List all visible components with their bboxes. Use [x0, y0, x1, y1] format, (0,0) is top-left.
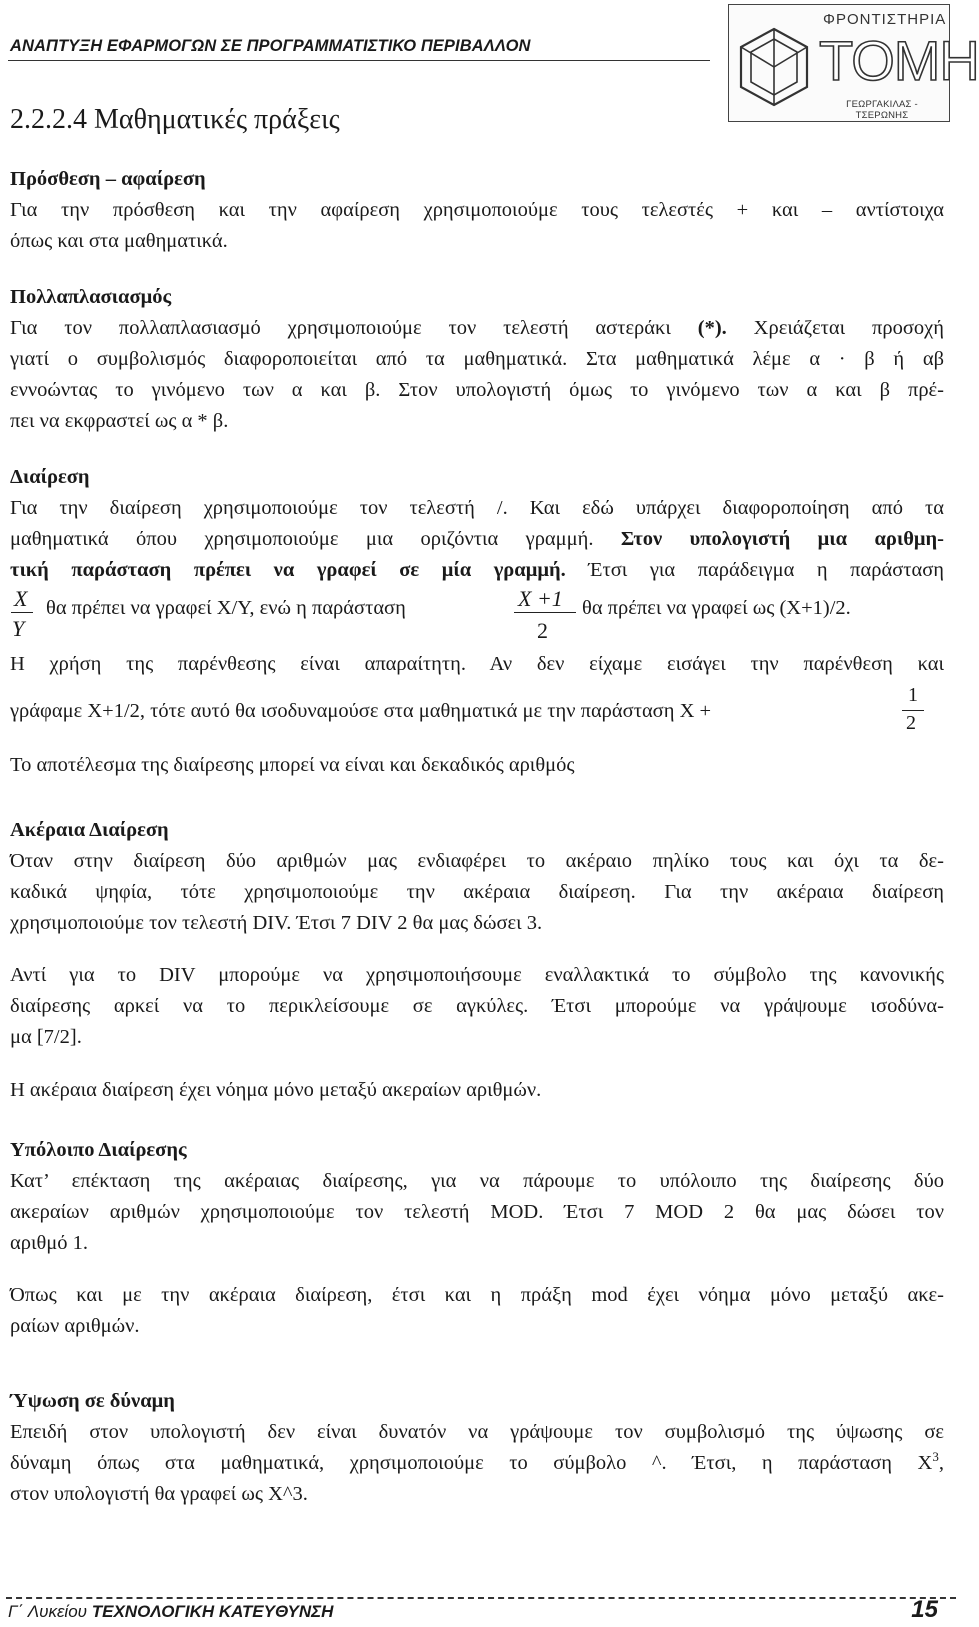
footer-track: ΤΕΧΝΟΛΟΓΙΚΗ ΚΑΤΕΥΘΥΝΣΗ — [91, 1602, 334, 1621]
logo-main-text: ΤΟΜΗ — [819, 29, 979, 92]
footer-rule — [6, 1597, 956, 1599]
logo-top-text: ΦΡΟΝΤΙΣΤΗΡΙΑ — [823, 11, 947, 28]
mod-p2-line-1: Όπως και με την ακέραια διαίρεση, έτσι και η πράξη mod έχει νόημα μόνο μεταξύ ακε- — [10, 1284, 944, 1306]
mod-section — [10, 1135, 944, 1259]
div-line-2b: Στον υπολογιστή μια αριθμη- — [620, 528, 944, 550]
frac2-bar — [514, 612, 576, 613]
div-line-6: γράφαμε X+1/2, τότε αυτό θα ισοδυναμούσε στα μαθηματικά με την παράσταση X + — [10, 700, 712, 722]
mult-line-1b: (*). — [697, 317, 727, 339]
div-line-2a: μαθηματικά όπου χρησιμοποιούμε μια οριζόντια γραμμή. — [10, 528, 621, 550]
mult-line-4: πει να εκφραστεί ως α * β. — [10, 410, 229, 432]
div-text-b: θα πρέπει να γραφεί ως (X+1)/2. — [582, 597, 851, 619]
intdiv-p1-line-2: καδικά ψηφία, τότε χρησιμοποιούμε την ακέραια διαίρεση. Για την ακέραια διαίρεση — [10, 881, 944, 903]
div-line-3a: τική παράσταση πρέπει να γραφεί σε μία γραμμή. — [10, 559, 566, 581]
pow-section — [10, 1386, 944, 1510]
pow-heading: Ύψωση σε δύναμη — [10, 1390, 175, 1412]
mult-line-1 — [10, 313, 944, 344]
intdiv-p1-line-1: Όταν στην διαίρεση δύο αριθμών μας ενδιαφέρει το ακέραιο πηλίκο τους και όχι τα δε- — [10, 850, 944, 872]
frac1-bar — [11, 612, 33, 613]
mod-p1-line-3: αριθμό 1. — [10, 1232, 89, 1254]
footer-class: Γ΄ Λυκείου — [8, 1602, 88, 1621]
add-sub-section — [10, 164, 944, 257]
intdiv-section — [10, 815, 944, 939]
mult-heading: Πολλαπλασιασμός — [10, 286, 172, 308]
div-line-3b: Έτσι για παράδειγμα η παράσταση — [565, 559, 944, 581]
pow-line-3: στον υπολογιστή θα γραφεί ως X^3. — [10, 1483, 308, 1505]
intdiv-p3 — [10, 1075, 944, 1106]
div-line-2 — [10, 524, 944, 555]
mod-heading: Υπόλοιπο Διαίρεσης — [10, 1139, 187, 1161]
frac3-numerator: 1 — [908, 684, 918, 706]
add-sub-heading: Πρόσθεση – αφαίρεση — [10, 168, 206, 190]
intdiv-p1-line-3: χρησιμοποιούμε τον τελεστή DIV. Έτσι 7 DIV 2 θα μας δώσει 3. — [10, 912, 543, 934]
mod-p1-line-2: ακεραίων αριθμών χρησιμοποιούμε τον τελεστή MOD. Έτσι 7 MOD 2 θα μας δώσει τον — [10, 1201, 944, 1223]
mod-p1-line-1: Κατ’ επέκταση της ακέραιας διαίρεσης, για να πάρουμε το υπόλοιπο της διαίρεσης δύο — [10, 1170, 944, 1192]
frac1-numerator: X — [14, 586, 28, 611]
mod-p2-line-2: ραίων αριθμών. — [10, 1315, 140, 1337]
intdiv-p2-line-1: Αντί για το DIV μπορούμε να χρησιμοποιήσουμε εναλλακτικά το σύμβολο της κανονικής — [10, 964, 944, 986]
logo-bottom-text: ΓΕΩΡΓΑΚΙΛΑΣ - ΤΣΕΡΩΝΗΣ — [846, 99, 918, 121]
footer-label — [8, 1602, 333, 1622]
intdiv-heading: Ακέραια Διαίρεση — [10, 819, 169, 841]
mult-line-1a: Για τον πολλαπλασιασμό χρησιμοποιούμε τον τελεστή αστεράκι — [10, 317, 698, 339]
div-section — [10, 462, 944, 586]
pow-line-1: Επειδή στον υπολογιστή δεν είναι δυνατόν να γράψουμε τον συμβολισμό της ύψωσης σε — [10, 1421, 944, 1443]
frac2-denominator: 2 — [537, 618, 548, 643]
frac3-bar — [902, 710, 924, 711]
frac3-denominator: 2 — [906, 712, 916, 734]
mod-p2 — [10, 1280, 944, 1342]
intdiv-p2-line-3: μα [7/2]. — [10, 1026, 82, 1048]
div-line-5-text: Η χρήση της παρένθεσης είναι απαραίτητη. Αν δεν είχαμε εισάγει την παρένθεση και — [10, 653, 944, 675]
pow-line-2a: δύναμη όπως στα μαθηματικά, χρησιμοποιούμε το σύμβολο ^. Έτσι, η παράσταση X — [10, 1452, 933, 1474]
intdiv-p2-line-2: διαίρεσης αρκεί να το περικλείσουμε σε αγκύλες. Έτσι μπορούμε να γράψουμε ισοδύνα- — [10, 995, 944, 1017]
mult-line-3: εννοώντας το γινόμενο των α και β. Στον υπολογιστή όμως το γινόμενο των α και β πρέ- — [10, 379, 944, 401]
div-line-3 — [10, 555, 944, 586]
header-title: ΑΝΑΠΤΥΞΗ ΕΦΑΡΜΟΓΩΝ ΣΕ ΠΡΟΓΡΑΜΜΑΤΙΣΤΙΚΟ ΠΕΡΙΒΑΛΛΟΝ — [10, 37, 531, 55]
div-heading: Διαίρεση — [10, 466, 90, 488]
frac2-numerator: X +1 — [518, 586, 563, 611]
publisher-logo — [728, 4, 979, 122]
pow-line-2b: , — [938, 1452, 944, 1474]
header-rule — [8, 60, 710, 61]
mult-line-1c: Χρειάζεται προσοχή — [726, 317, 945, 339]
div-line-7: Το αποτέλεσμα της διαίρεσης μπορεί να είναι και δεκαδικός αριθμός — [10, 754, 575, 776]
frac1-denominator: Y — [12, 616, 25, 641]
div-line-5 — [10, 649, 944, 680]
page-number: 15 — [911, 1596, 938, 1623]
add-sub-line-1: Για την πρόσθεση και την αφαίρεση χρησιμοποιούμε τους τελεστές + και – αντίστοιχα — [10, 199, 944, 221]
intdiv-p3-text: Η ακέραια διαίρεση έχει νόημα μόνο μεταξύ ακεραίων αριθμών. — [10, 1079, 542, 1101]
section-title: 2.2.2.4 Μαθηματικές πράξεις — [10, 104, 340, 135]
pow-line-2 — [10, 1448, 944, 1479]
div-line-1: Για την διαίρεση χρησιμοποιούμε τον τελεστή /. Και εδώ υπάρχει διαφοροποίηση από τα — [10, 497, 944, 519]
mult-line-2: γιατί ο συμβολισμός διαφοροποιείται από τα μαθηματικά. Στα μαθηματικά λέμε α · β ή αβ — [10, 348, 944, 370]
pow-superscript: 3 — [932, 1449, 939, 1465]
intdiv-p2 — [10, 960, 944, 1053]
add-sub-line-2: όπως και στα μαθηματικά. — [10, 230, 228, 252]
mult-section — [10, 282, 944, 437]
div-text-a: θα πρέπει να γραφεί X/Y, ενώ η παράσταση — [46, 597, 406, 619]
cube-logo-icon — [737, 25, 811, 109]
